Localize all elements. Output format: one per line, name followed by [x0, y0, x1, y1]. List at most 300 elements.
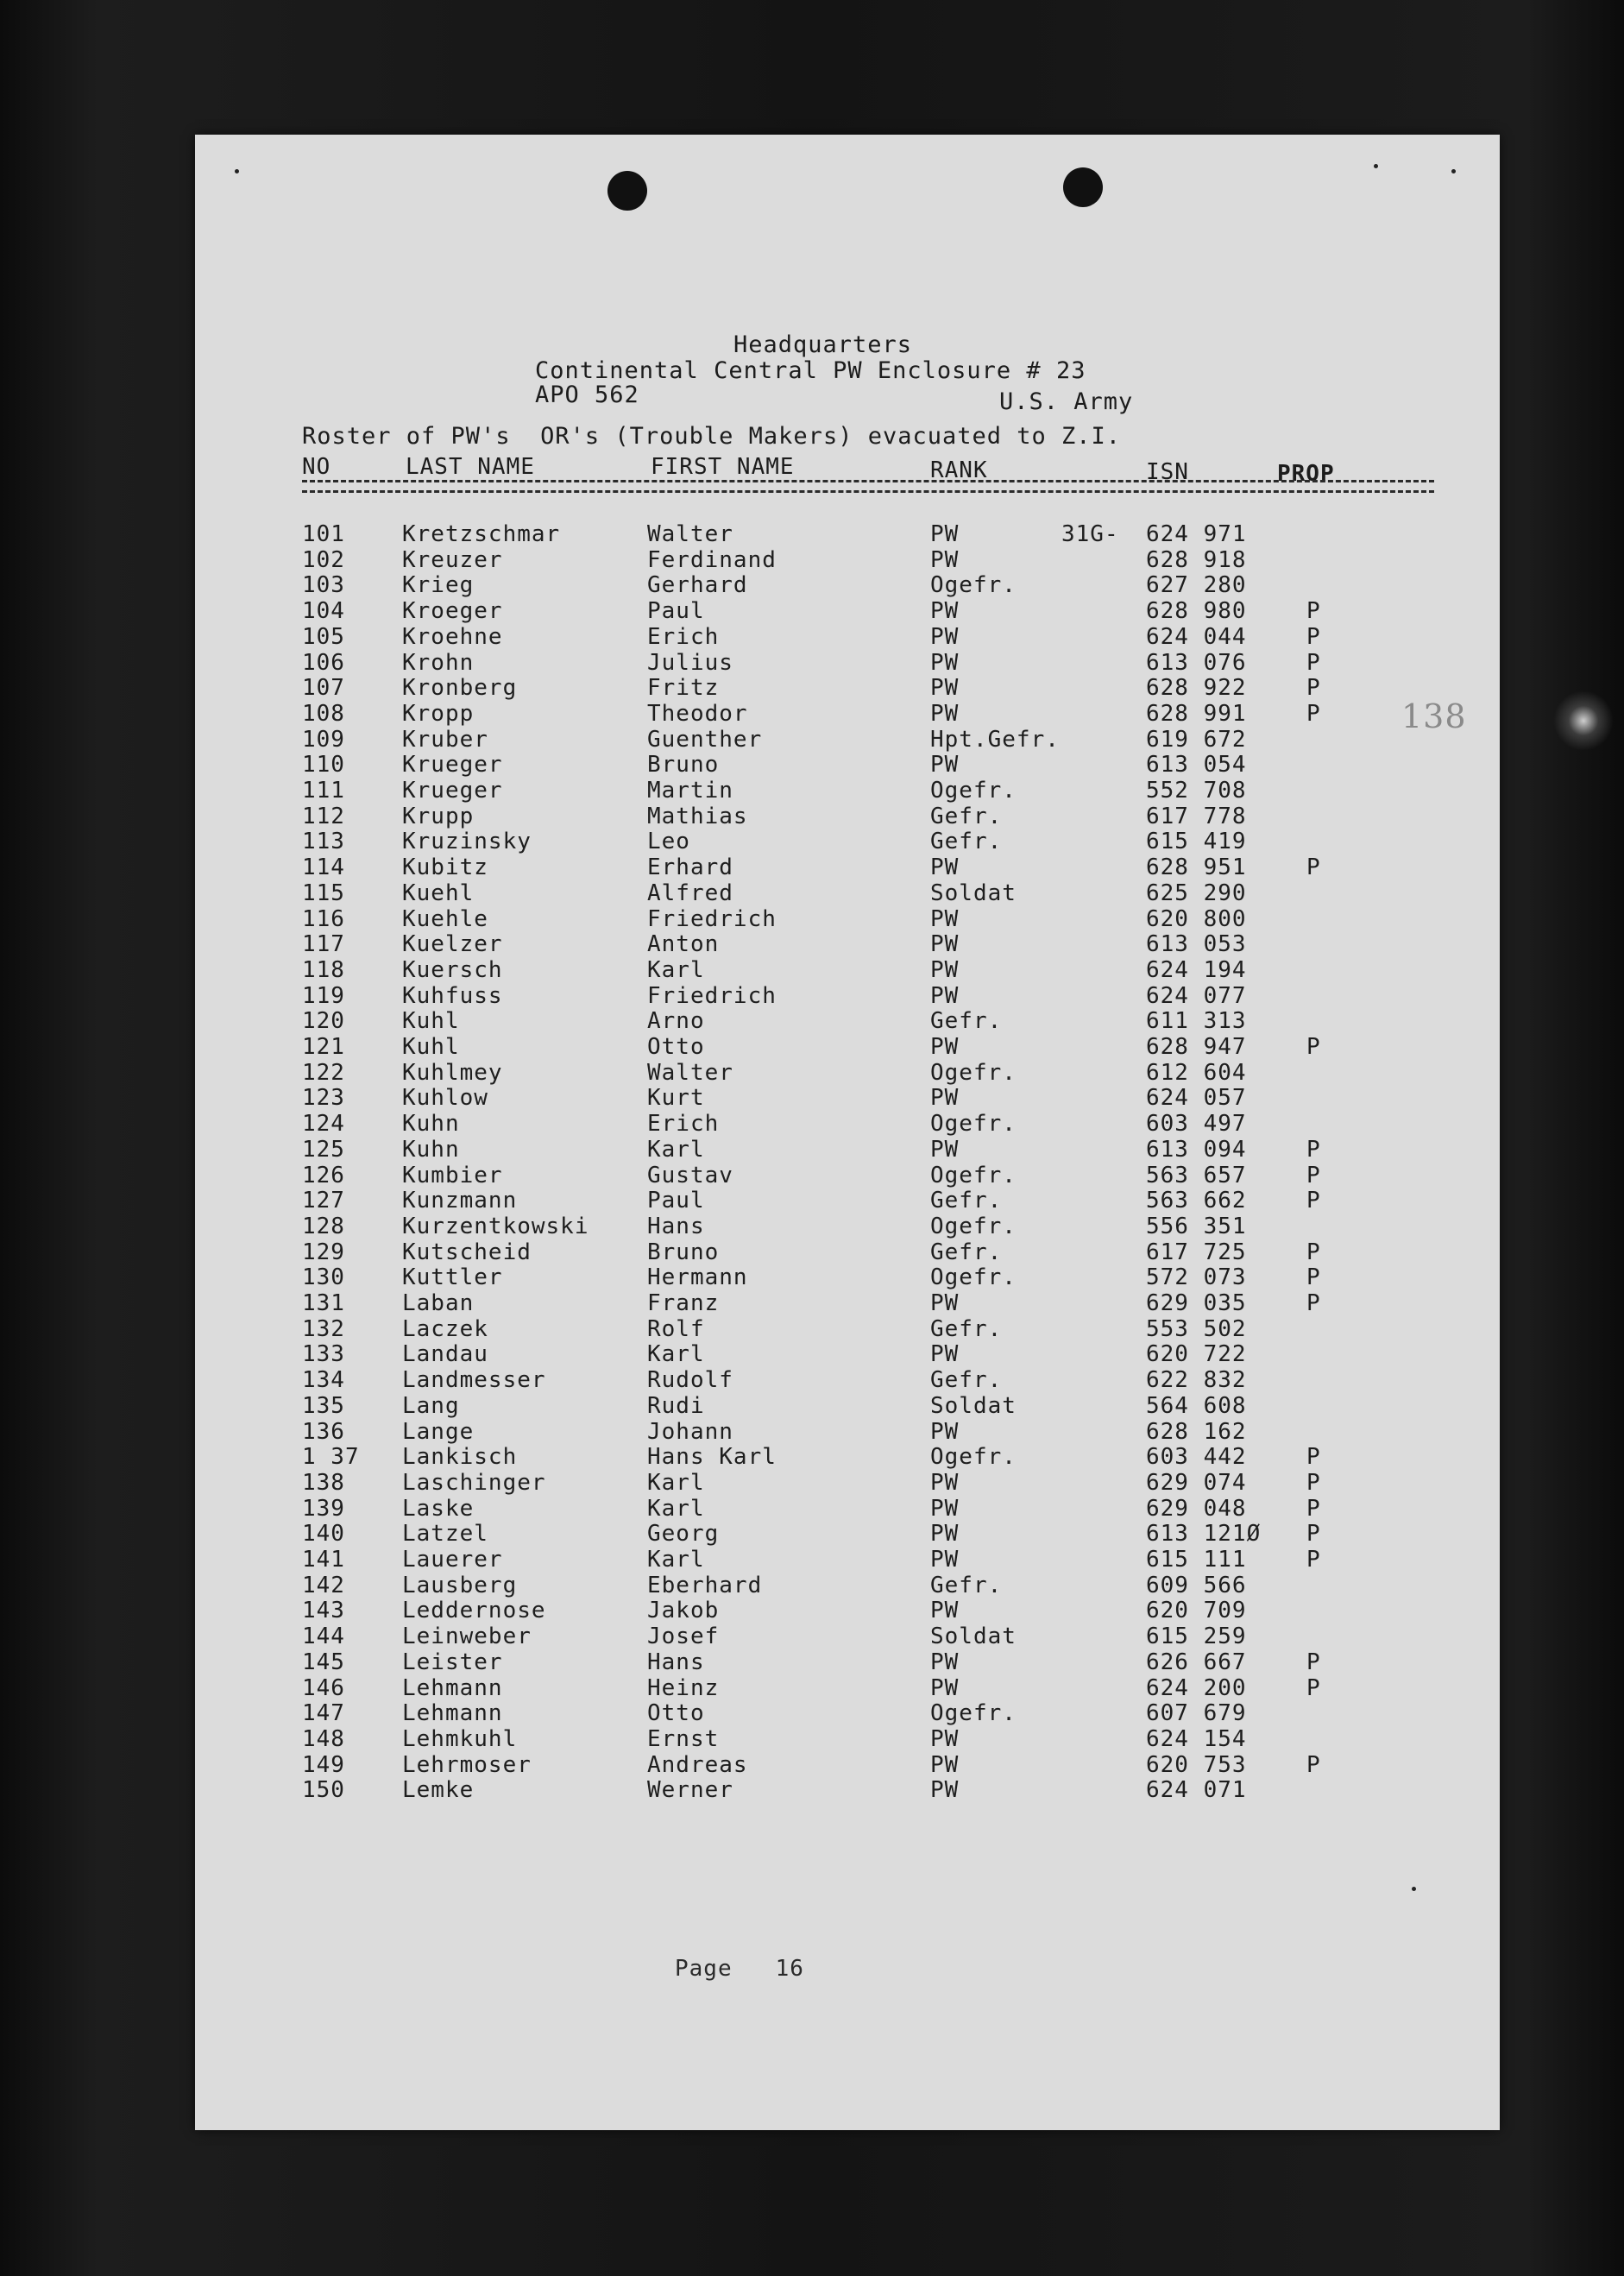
isn: 572 073 [1146, 1264, 1247, 1291]
rank: PW [930, 521, 960, 547]
row-number: 126 [302, 1162, 345, 1188]
rank: PW [930, 546, 960, 573]
row-number: 113 [302, 829, 345, 855]
row-number: 107 [302, 675, 345, 702]
table-row [195, 547, 1500, 572]
table-row [195, 1008, 1500, 1033]
last-name: Kuhlmey [402, 1059, 503, 1086]
table-row [195, 598, 1500, 623]
table-row [195, 1444, 1500, 1469]
isn: 625 290 [1146, 880, 1247, 906]
table-row [195, 1163, 1500, 1188]
first-name: Theodor [647, 700, 748, 727]
rank: Ogefr. [930, 1264, 1017, 1291]
row-number: 131 [302, 1290, 345, 1316]
last-name: Kuhl [402, 1008, 460, 1035]
last-name: Kubitz [402, 854, 488, 881]
prop-flag: P [1306, 1136, 1321, 1163]
prop-flag: P [1306, 1469, 1321, 1496]
rank: PW [930, 598, 960, 625]
last-name: Lankisch [402, 1444, 518, 1471]
row-number: 147 [302, 1700, 345, 1727]
row-number: 133 [302, 1341, 345, 1368]
row-number: 108 [302, 700, 345, 727]
table-row [195, 880, 1500, 905]
isn: 564 608 [1146, 1392, 1247, 1419]
table-row [195, 1675, 1500, 1700]
first-name: Gerhard [647, 572, 748, 599]
isn: 628 951 [1146, 854, 1247, 881]
rank: PW [930, 1341, 960, 1368]
rank: PW [930, 1469, 960, 1496]
prop-flag: P [1306, 700, 1321, 727]
rank: Soldat [930, 1392, 1017, 1419]
rank: PW [930, 623, 960, 650]
row-number: 122 [302, 1059, 345, 1086]
first-name: Hans Karl [647, 1444, 777, 1471]
table-row [195, 778, 1500, 803]
row-number: 138 [302, 1469, 345, 1496]
last-name: Lehmann [402, 1700, 503, 1727]
isn: 626 667 [1146, 1649, 1247, 1675]
isn: 611 313 [1146, 1008, 1247, 1035]
table-row [195, 1239, 1500, 1264]
last-name: Leddernose [402, 1598, 546, 1624]
first-name: Hermann [647, 1264, 748, 1291]
table-row [195, 1419, 1500, 1444]
rank: Ogefr. [930, 1700, 1017, 1727]
row-number: 144 [302, 1623, 345, 1650]
rank: Ogefr. [930, 1162, 1017, 1188]
table-row [195, 854, 1500, 880]
col-prop: PROP [1277, 461, 1335, 487]
isn: 620 709 [1146, 1598, 1247, 1624]
annotation: 31G- [1061, 521, 1119, 547]
table-row [195, 1316, 1500, 1341]
first-name: Paul [647, 1188, 705, 1214]
col-no: NO [302, 454, 331, 480]
last-name: Kuehle [402, 905, 488, 932]
row-number: 145 [302, 1649, 345, 1675]
rank: Ogefr. [930, 1059, 1017, 1086]
table-row [195, 957, 1500, 982]
isn: 624 077 [1146, 982, 1247, 1009]
table-row [195, 752, 1500, 777]
isn: 556 351 [1146, 1213, 1247, 1239]
first-name: Otto [647, 1034, 705, 1060]
table-row [195, 1752, 1500, 1777]
last-name: Lang [402, 1392, 460, 1419]
row-number: 134 [302, 1367, 345, 1394]
first-name: Alfred [647, 880, 733, 906]
last-name: Lauerer [402, 1547, 503, 1573]
row-number: 102 [302, 546, 345, 573]
table-row [195, 1649, 1500, 1674]
row-number: 104 [302, 598, 345, 625]
first-name: Erhard [647, 854, 733, 881]
first-name: Rolf [647, 1315, 705, 1342]
light-glare [1553, 690, 1614, 751]
roster-title: Roster of PW's OR's (Trouble Makers) evacuated to Z.I. [302, 423, 1122, 450]
last-name: Lehmkuhl [402, 1725, 518, 1752]
last-name: Kretzschmar [402, 521, 561, 547]
rank: Gefr. [930, 829, 1003, 855]
isn: 613 121Ø [1146, 1521, 1262, 1548]
rank: PW [930, 1674, 960, 1701]
first-name: Karl [647, 1136, 705, 1163]
table-row [195, 1085, 1500, 1110]
rank: PW [930, 1495, 960, 1522]
rank: PW [930, 1547, 960, 1573]
last-name: Leister [402, 1649, 503, 1675]
row-number: 114 [302, 854, 345, 881]
table-row [195, 1111, 1500, 1136]
prop-flag: P [1306, 1162, 1321, 1188]
row-number: 112 [302, 803, 345, 829]
rank: Gefr. [930, 1188, 1003, 1214]
rank: Gefr. [930, 1008, 1003, 1035]
last-name: Lange [402, 1418, 475, 1445]
isn: 622 832 [1146, 1367, 1247, 1394]
table-row [195, 1341, 1500, 1366]
row-number: 105 [302, 623, 345, 650]
last-name: Landau [402, 1341, 488, 1368]
col-first-name: FIRST NAME [651, 454, 795, 480]
isn: 603 497 [1146, 1111, 1247, 1138]
rank: Ogefr. [930, 1111, 1017, 1138]
isn: 628 980 [1146, 598, 1247, 625]
first-name: Bruno [647, 1239, 720, 1265]
prop-flag: P [1306, 1239, 1321, 1265]
isn: 628 922 [1146, 675, 1247, 702]
prop-flag: P [1306, 1188, 1321, 1214]
rank: PW [930, 1418, 960, 1445]
row-number: 121 [302, 1034, 345, 1060]
first-name: Paul [647, 598, 705, 625]
isn: 553 502 [1146, 1315, 1247, 1342]
last-name: Kuehl [402, 880, 475, 906]
isn: 628 991 [1146, 700, 1247, 727]
last-name: Krueger [402, 752, 503, 779]
first-name: Franz [647, 1290, 720, 1316]
table-row [195, 1290, 1500, 1315]
rank: Gefr. [930, 1315, 1003, 1342]
row-number: 148 [302, 1725, 345, 1752]
first-name: Josef [647, 1623, 720, 1650]
rank: PW [930, 1034, 960, 1060]
first-name: Friedrich [647, 905, 777, 932]
last-name: Kuelzer [402, 931, 503, 958]
prop-flag: P [1306, 1649, 1321, 1675]
row-number: 118 [302, 956, 345, 983]
rank: PW [930, 1649, 960, 1675]
isn: 624 194 [1146, 956, 1247, 983]
table-row [195, 521, 1500, 546]
table-row [195, 1188, 1500, 1213]
isn: 617 725 [1146, 1239, 1247, 1265]
row-number: 115 [302, 880, 345, 906]
isn: 624 200 [1146, 1674, 1247, 1701]
first-name: Friedrich [647, 982, 777, 1009]
table-row [195, 1214, 1500, 1239]
last-name: Kuersch [402, 956, 503, 983]
rank: Ogefr. [930, 1444, 1017, 1471]
first-name: Arno [647, 1008, 705, 1035]
header-enclosure: Continental Central PW Enclosure # 23 [535, 357, 1086, 384]
first-name: Erich [647, 1111, 720, 1138]
rank: PW [930, 1085, 960, 1112]
rank: Gefr. [930, 803, 1003, 829]
rank: PW [930, 1136, 960, 1163]
table-row [195, 931, 1500, 956]
header-army: U.S. Army [999, 388, 1134, 415]
rank: PW [930, 982, 960, 1009]
row-number: 135 [302, 1392, 345, 1419]
rank: PW [930, 700, 960, 727]
first-name: Karl [647, 1547, 705, 1573]
table-row [195, 1393, 1500, 1418]
table-row [195, 1700, 1500, 1725]
first-name: Eberhard [647, 1572, 763, 1598]
table-row [195, 983, 1500, 1008]
last-name: Kutscheid [402, 1239, 532, 1265]
first-name: Erich [647, 623, 720, 650]
last-name: Lausberg [402, 1572, 518, 1598]
row-number: 1 37 [302, 1444, 360, 1471]
isn: 628 918 [1146, 546, 1247, 573]
first-name: Ferdinand [647, 546, 777, 573]
last-name: Lehrmoser [402, 1751, 532, 1778]
row-number: 106 [302, 649, 345, 676]
last-name: Krupp [402, 803, 475, 829]
prop-flag: P [1306, 1444, 1321, 1471]
last-name: Kronberg [402, 675, 518, 702]
rank: Gefr. [930, 1239, 1003, 1265]
rank: Gefr. [930, 1572, 1003, 1598]
prop-flag: P [1306, 598, 1321, 625]
row-number: 143 [302, 1598, 345, 1624]
row-number: 101 [302, 521, 345, 547]
first-name: Rudi [647, 1392, 705, 1419]
last-name: Lemke [402, 1777, 475, 1804]
first-name: Hans [647, 1213, 705, 1239]
first-name: Walter [647, 521, 733, 547]
row-number: 136 [302, 1418, 345, 1445]
last-name: Kreuzer [402, 546, 503, 573]
isn: 613 094 [1146, 1136, 1247, 1163]
first-name: Bruno [647, 752, 720, 779]
isn: 607 679 [1146, 1700, 1247, 1727]
rank: PW [930, 1725, 960, 1752]
prop-flag: P [1306, 1521, 1321, 1548]
row-number: 139 [302, 1495, 345, 1522]
rank: Soldat [930, 880, 1017, 906]
table-row [195, 829, 1500, 854]
prop-flag: P [1306, 1034, 1321, 1060]
table-row [195, 1470, 1500, 1495]
isn: 629 074 [1146, 1469, 1247, 1496]
first-name: Julius [647, 649, 733, 676]
table-row [195, 1623, 1500, 1649]
table-row [195, 624, 1500, 649]
row-number: 128 [302, 1213, 345, 1239]
row-number: 141 [302, 1547, 345, 1573]
rank: PW [930, 1290, 960, 1316]
first-name: Leo [647, 829, 690, 855]
isn: 629 048 [1146, 1495, 1247, 1522]
isn: 627 280 [1146, 572, 1247, 599]
isn: 620 722 [1146, 1341, 1247, 1368]
row-number: 124 [302, 1111, 345, 1138]
last-name: Kropp [402, 700, 475, 727]
first-name: Guenther [647, 726, 763, 753]
last-name: Kruzinsky [402, 829, 532, 855]
row-number: 119 [302, 982, 345, 1009]
isn: 615 419 [1146, 829, 1247, 855]
table-row [195, 1547, 1500, 1572]
last-name: Kuhl [402, 1034, 460, 1060]
last-name: Krohn [402, 649, 475, 676]
isn: 624 971 [1146, 521, 1247, 547]
rank: PW [930, 1777, 960, 1804]
prop-flag: P [1306, 649, 1321, 676]
rank: PW [930, 752, 960, 779]
rank: Ogefr. [930, 778, 1017, 804]
row-number: 146 [302, 1674, 345, 1701]
table-row [195, 1034, 1500, 1059]
isn: 615 111 [1146, 1547, 1247, 1573]
last-name: Kuhn [402, 1111, 460, 1138]
row-number: 110 [302, 752, 345, 779]
row-number: 142 [302, 1572, 345, 1598]
first-name: Heinz [647, 1674, 720, 1701]
isn: 628 162 [1146, 1418, 1247, 1445]
rank: PW [930, 649, 960, 676]
first-name: Gustav [647, 1162, 733, 1188]
isn: 620 800 [1146, 905, 1247, 932]
last-name: Kruber [402, 726, 488, 753]
table-row [195, 1726, 1500, 1751]
isn: 615 259 [1146, 1623, 1247, 1650]
row-number: 127 [302, 1188, 345, 1214]
col-last-name: LAST NAME [406, 454, 535, 480]
last-name: Kuttler [402, 1264, 503, 1291]
first-name: Martin [647, 778, 733, 804]
table-row [195, 1573, 1500, 1598]
rank: Ogefr. [930, 1213, 1017, 1239]
first-name: Georg [647, 1521, 720, 1548]
header-apo: APO 562 [535, 381, 639, 408]
isn: 624 057 [1146, 1085, 1247, 1112]
last-name: Landmesser [402, 1367, 546, 1394]
last-name: Kuhn [402, 1136, 460, 1163]
row-number: 129 [302, 1239, 345, 1265]
row-number: 111 [302, 778, 345, 804]
prop-flag: P [1306, 1547, 1321, 1573]
table-row [195, 675, 1500, 700]
first-name: Otto [647, 1700, 705, 1727]
table-row [195, 701, 1500, 726]
prop-flag: P [1306, 1290, 1321, 1316]
prop-flag: P [1306, 623, 1321, 650]
last-name: Kuhfuss [402, 982, 503, 1009]
first-name: Johann [647, 1418, 733, 1445]
isn: 617 778 [1146, 803, 1247, 829]
last-name: Lehmann [402, 1674, 503, 1701]
isn: 612 604 [1146, 1059, 1247, 1086]
table-row [195, 1598, 1500, 1623]
table-row [195, 650, 1500, 675]
rank: Hpt.Gefr. [930, 726, 1060, 753]
rank: PW [930, 854, 960, 881]
header-headquarters: Headquarters [733, 331, 913, 358]
prop-flag: P [1306, 1751, 1321, 1778]
roster-table [195, 135, 1500, 2130]
isn: 624 154 [1146, 1725, 1247, 1752]
first-name: Karl [647, 1469, 705, 1496]
table-row [195, 1777, 1500, 1802]
rank: PW [930, 1598, 960, 1624]
last-name: Kuhlow [402, 1085, 488, 1112]
first-name: Rudolf [647, 1367, 733, 1394]
isn: 620 753 [1146, 1751, 1247, 1778]
isn: 603 442 [1146, 1444, 1247, 1471]
first-name: Jakob [647, 1598, 720, 1624]
table-row [195, 727, 1500, 752]
last-name: Latzel [402, 1521, 488, 1548]
rank: Ogefr. [930, 572, 1017, 599]
rank: Soldat [930, 1623, 1017, 1650]
document-page [195, 135, 1500, 2130]
last-name: Krueger [402, 778, 503, 804]
row-number: 150 [302, 1777, 345, 1804]
row-number: 125 [302, 1136, 345, 1163]
first-name: Kurt [647, 1085, 705, 1112]
isn: 613 053 [1146, 931, 1247, 958]
isn: 624 044 [1146, 623, 1247, 650]
rank: PW [930, 1521, 960, 1548]
page-number: Page 16 [675, 1956, 804, 1982]
prop-flag: P [1306, 1495, 1321, 1522]
prop-flag: P [1306, 1674, 1321, 1701]
last-name: Kroehne [402, 623, 503, 650]
isn: 552 708 [1146, 778, 1247, 804]
table-row [195, 1367, 1500, 1392]
first-name: Ernst [647, 1725, 720, 1752]
table-row [195, 1264, 1500, 1289]
first-name: Karl [647, 1495, 705, 1522]
last-name: Kurzentkowski [402, 1213, 589, 1239]
first-name: Fritz [647, 675, 720, 702]
rank: PW [930, 675, 960, 702]
isn: 563 662 [1146, 1188, 1247, 1214]
last-name: Laschinger [402, 1469, 546, 1496]
last-name: Laske [402, 1495, 475, 1522]
last-name: Kumbier [402, 1162, 503, 1188]
first-name: Andreas [647, 1751, 748, 1778]
last-name: Laczek [402, 1315, 488, 1342]
last-name: Krieg [402, 572, 475, 599]
row-number: 132 [302, 1315, 345, 1342]
isn: 629 035 [1146, 1290, 1247, 1316]
col-rank: RANK [930, 457, 988, 483]
last-name: Kunzmann [402, 1188, 518, 1214]
first-name: Werner [647, 1777, 733, 1804]
first-name: Karl [647, 956, 705, 983]
rank: PW [930, 956, 960, 983]
table-row [195, 1496, 1500, 1521]
table-row [195, 1137, 1500, 1162]
